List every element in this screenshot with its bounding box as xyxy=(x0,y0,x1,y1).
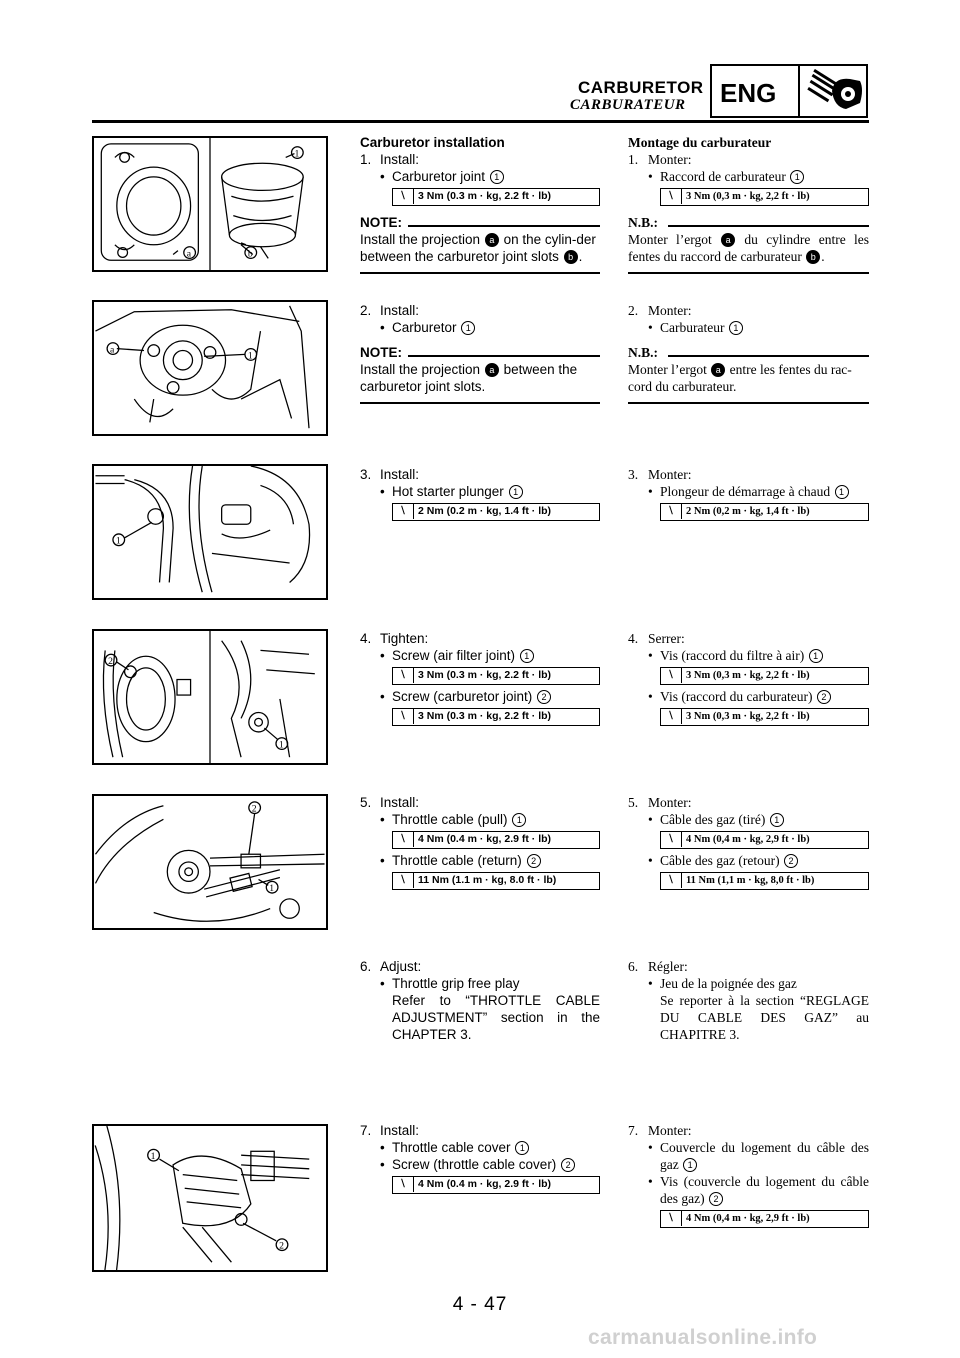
list-item xyxy=(628,168,869,185)
list-item xyxy=(360,319,600,336)
torque-value: 3 Nm (0.3 m · kg, 2.2 ft · lb) xyxy=(418,710,552,722)
ref-number: 1 xyxy=(835,485,849,499)
callout: 1 xyxy=(150,1151,156,1163)
step-number: 6. xyxy=(628,959,639,974)
section-3-fr xyxy=(628,466,869,524)
torque-wrench-icon: ⧵ xyxy=(661,709,682,724)
step-number: 1. xyxy=(628,152,639,167)
figure-throttle-cover xyxy=(92,1124,328,1272)
torque-wrench-icon: ⧵ xyxy=(393,873,414,888)
section-4-fr xyxy=(628,630,869,729)
callout: 2 xyxy=(279,1240,284,1252)
step xyxy=(360,958,600,975)
section-title: Montage du carburateur xyxy=(628,135,772,150)
step xyxy=(360,630,600,647)
list-item xyxy=(628,852,869,869)
ref-number: 1 xyxy=(520,649,534,663)
callout: 2 xyxy=(251,803,257,815)
section-2-fr xyxy=(628,302,869,404)
torque-wrench-icon: ⧵ xyxy=(393,832,414,847)
callout: 2 xyxy=(108,656,113,667)
list-item xyxy=(628,975,869,992)
step xyxy=(628,151,869,168)
torque-value: 4 Nm (0.4 m · kg, 2.9 ft · lb) xyxy=(418,833,552,845)
list-item xyxy=(360,1139,600,1156)
list-item xyxy=(628,688,869,705)
note-label: NOTE: xyxy=(360,215,402,230)
list-item xyxy=(360,852,600,869)
callout: 1 xyxy=(278,739,284,751)
ref-letter: a xyxy=(721,233,735,247)
list-item xyxy=(360,811,600,828)
item-text: Jeu de la poignée des gaz xyxy=(660,976,797,991)
step-number: 6. xyxy=(360,959,372,974)
torque-value: 3 Nm (0.3 m · kg, 2.2 ft · lb) xyxy=(418,669,552,681)
ref-number: 2 xyxy=(561,1158,575,1172)
engine-icon xyxy=(804,69,864,115)
item-text: Carburetor joint xyxy=(392,169,486,184)
badge-divider xyxy=(798,66,800,116)
torque-spec xyxy=(392,1176,600,1194)
ref-letter: a xyxy=(485,233,499,247)
item-text: Throttle cable (return) xyxy=(392,853,522,868)
torque-value: 11 Nm (1.1 m · kg, 8.0 ft · lb) xyxy=(418,874,557,886)
torque-spec xyxy=(392,831,600,849)
step-text: Monter: xyxy=(648,795,692,810)
torque-wrench-icon: ⧵ xyxy=(393,668,414,683)
list-item xyxy=(360,688,600,705)
ref-number: 1 xyxy=(509,485,523,499)
torque-spec xyxy=(392,503,600,521)
step xyxy=(628,466,869,483)
torque-value: 11 Nm (1,1 m · kg, 8,0 ft · lb) xyxy=(686,875,815,886)
step xyxy=(628,302,869,319)
step-number: 7. xyxy=(628,1123,639,1138)
list-item xyxy=(628,483,869,500)
torque-wrench-icon: ⧵ xyxy=(661,1211,682,1226)
ref-number: 1 xyxy=(770,813,784,827)
figure-carburetor-joint xyxy=(92,136,328,272)
step xyxy=(360,1122,600,1139)
step-number: 1. xyxy=(360,152,372,167)
ref-letter: a xyxy=(711,363,725,377)
torque-value: 2 Nm (0,2 m · kg, 1,4 ft · lb) xyxy=(686,506,810,517)
list-item xyxy=(628,1139,869,1173)
ref-number: 1 xyxy=(490,170,504,184)
note xyxy=(360,214,600,274)
item-text: Screw (air filter joint) xyxy=(392,648,516,663)
ref-number: 2 xyxy=(537,690,551,704)
step-text: Adjust: xyxy=(380,959,422,974)
section-7-en xyxy=(360,1122,600,1197)
section-badge-label: ENG xyxy=(720,78,777,108)
ref-letter: b xyxy=(806,250,820,264)
step-text: Serrer: xyxy=(648,631,685,646)
torque-spec xyxy=(660,831,869,849)
list-item xyxy=(360,975,600,992)
note-label: N.B.: xyxy=(628,215,658,230)
section-1-fr xyxy=(628,134,869,274)
step xyxy=(360,466,600,483)
item-text: Carburetor xyxy=(392,320,457,335)
torque-wrench-icon: ⧵ xyxy=(393,1177,414,1192)
ref-number: 2 xyxy=(784,854,798,868)
note xyxy=(628,214,869,274)
section-5-en xyxy=(360,794,600,893)
callout: a xyxy=(110,344,115,356)
item-text: Throttle grip free play xyxy=(392,976,520,991)
torque-value: 4 Nm (0,4 m · kg, 2,9 ft · lb) xyxy=(686,1213,810,1224)
callout: b xyxy=(247,248,253,260)
callout: 1 xyxy=(269,883,275,895)
item-text: Throttle cable cover xyxy=(392,1140,511,1155)
step-text: Install: xyxy=(380,1123,420,1138)
torque-spec xyxy=(392,872,600,890)
ref-letter: b xyxy=(564,250,578,264)
step xyxy=(360,302,600,319)
step-number: 2. xyxy=(360,303,372,318)
note-text: Install the projection a between the carburetor joint slots. xyxy=(360,362,578,394)
item-text: Câble des gaz (retour) xyxy=(660,853,780,868)
note xyxy=(360,344,600,404)
watermark[interactable]: carmanualsonline.info xyxy=(588,1326,818,1349)
item-text: Vis (raccord du filtre à air) xyxy=(660,648,805,663)
section-5-fr xyxy=(628,794,869,893)
item-text: Carburateur xyxy=(660,320,725,335)
step-number: 2. xyxy=(628,303,639,318)
note xyxy=(628,344,869,404)
page-number: 4 - 47 xyxy=(452,1294,508,1315)
callout: 1 xyxy=(115,535,121,547)
step-text: Monter: xyxy=(648,467,692,482)
torque-wrench-icon: ⧵ xyxy=(661,873,682,888)
step-number: 7. xyxy=(360,1123,372,1138)
page-header xyxy=(570,64,868,120)
list-item xyxy=(360,1156,600,1173)
torque-value: 3 Nm (0,3 m · kg, 2,2 ft · lb) xyxy=(686,191,810,202)
section-title: Carburetor installation xyxy=(360,135,505,150)
step-number: 3. xyxy=(628,467,639,482)
step-text: Monter: xyxy=(648,303,692,318)
ref-number: 1 xyxy=(512,813,526,827)
step xyxy=(628,794,869,811)
header-rule xyxy=(92,120,869,123)
torque-spec xyxy=(660,708,869,726)
step-number: 4. xyxy=(628,631,639,646)
torque-wrench-icon: ⧵ xyxy=(661,504,682,519)
torque-spec xyxy=(660,503,869,521)
ref-number: 1 xyxy=(809,649,823,663)
ref-number: 2 xyxy=(709,1192,723,1206)
step xyxy=(360,794,600,811)
torque-value: 2 Nm (0.2 m · kg, 1.4 ft · lb) xyxy=(418,505,552,517)
torque-spec xyxy=(392,667,600,685)
item-text: Couvercle du logement du câble des gaz xyxy=(660,1140,869,1172)
step-number: 5. xyxy=(628,795,639,810)
figure-screws-joints xyxy=(92,629,328,765)
note-text: Install the projection a on the cylin-der between the carburetor joint slots b . xyxy=(360,232,596,264)
ref-letter: a xyxy=(485,363,499,377)
list-item xyxy=(360,168,600,185)
torque-spec xyxy=(392,188,600,206)
step-text: Install: xyxy=(380,152,420,167)
torque-wrench-icon: ⧵ xyxy=(661,189,682,204)
ref-number: 1 xyxy=(729,321,743,335)
figure-throttle-cables xyxy=(92,794,328,930)
figure-hot-starter xyxy=(92,464,328,600)
section-4-en xyxy=(360,630,600,729)
list-item xyxy=(628,811,869,828)
ref-number: 1 xyxy=(515,1141,529,1155)
torque-value: 3 Nm (0,3 m · kg, 2,2 ft · lb) xyxy=(686,711,810,722)
note-text: Monter l’ergot a du cylindre entre les fentes du raccord de carburateur b . xyxy=(628,232,869,264)
step-text: Monter: xyxy=(648,1123,692,1138)
ref-number: 1 xyxy=(461,321,475,335)
section-3-en xyxy=(360,466,600,524)
section-1-en xyxy=(360,134,600,274)
torque-wrench-icon: ⧵ xyxy=(393,504,414,519)
item-text: Hot starter plunger xyxy=(392,484,504,499)
reference-text: Refer to “THROTTLE CABLE ADJUSTMENT” section in the CHAPTER 3. xyxy=(392,993,600,1042)
header-title-en: CARBURETOR xyxy=(578,78,704,97)
torque-wrench-icon: ⧵ xyxy=(661,668,682,683)
item-text: Plongeur de démarrage à chaud xyxy=(660,484,831,499)
callout: 1 xyxy=(294,148,300,160)
step-text: Install: xyxy=(380,467,420,482)
section-7-fr xyxy=(628,1122,869,1231)
list-item xyxy=(360,647,600,664)
torque-spec xyxy=(660,1210,869,1228)
step xyxy=(360,151,600,168)
step-number: 4. xyxy=(360,631,372,646)
torque-value: 4 Nm (0.4 m · kg, 2.9 ft · lb) xyxy=(418,1178,552,1190)
torque-spec xyxy=(392,708,600,726)
torque-value: 3 Nm (0,3 m · kg, 2,2 ft · lb) xyxy=(686,670,810,681)
section-6-fr xyxy=(628,958,869,1043)
note-label: NOTE: xyxy=(360,345,402,360)
torque-spec xyxy=(660,188,869,206)
torque-value: 3 Nm (0.3 m · kg, 2.2 ft · lb) xyxy=(418,190,552,202)
step-text: Régler: xyxy=(648,959,688,974)
note-text: Monter l’ergot a entre les fentes du rac-cord du carburateur. xyxy=(628,362,852,394)
torque-spec xyxy=(660,872,869,890)
section-badge xyxy=(710,64,868,118)
section-6-en xyxy=(360,958,600,1043)
step-number: 5. xyxy=(360,795,372,810)
item-text: Raccord de carburateur xyxy=(660,169,786,184)
step-text: Install: xyxy=(380,795,420,810)
torque-wrench-icon: ⧵ xyxy=(393,189,414,204)
item-text: Screw (throttle cable cover) xyxy=(392,1157,557,1172)
step-text: Tighten: xyxy=(380,631,429,646)
note-label: N.B.: xyxy=(628,345,658,360)
ref-number: 2 xyxy=(527,854,541,868)
section-2-en xyxy=(360,302,600,404)
step xyxy=(628,630,869,647)
item-text: Vis (raccord du carburateur) xyxy=(660,689,813,704)
reference-text: Se reporter à la section “REGLAGE DU CABLE DES GAZ” au CHAPITRE 3. xyxy=(660,993,869,1042)
step xyxy=(628,1122,869,1139)
torque-wrench-icon: ⧵ xyxy=(661,832,682,847)
item-text: Vis (couvercle du logement du câble des gaz) xyxy=(660,1174,869,1206)
ref-number: 1 xyxy=(790,170,804,184)
item-text: Throttle cable (pull) xyxy=(392,812,508,827)
step xyxy=(628,958,869,975)
figure-carburetor xyxy=(92,300,328,436)
list-item xyxy=(628,647,869,664)
ref-number: 1 xyxy=(683,1158,697,1172)
step-number: 3. xyxy=(360,467,372,482)
list-item xyxy=(360,483,600,500)
list-item xyxy=(628,1173,869,1207)
item-text: Screw (carburetor joint) xyxy=(392,689,533,704)
step-text: Monter: xyxy=(648,152,692,167)
torque-value: 4 Nm (0,4 m · kg, 2,9 ft · lb) xyxy=(686,834,810,845)
ref-number: 2 xyxy=(817,690,831,704)
callout: a xyxy=(186,248,192,260)
header-title-fr: CARBURATEUR xyxy=(570,97,686,113)
step-text: Install: xyxy=(380,303,420,318)
list-item xyxy=(628,319,869,336)
item-text: Câble des gaz (tiré) xyxy=(660,812,766,827)
torque-spec xyxy=(660,667,869,685)
callout: 1 xyxy=(247,350,253,362)
torque-wrench-icon: ⧵ xyxy=(393,709,414,724)
